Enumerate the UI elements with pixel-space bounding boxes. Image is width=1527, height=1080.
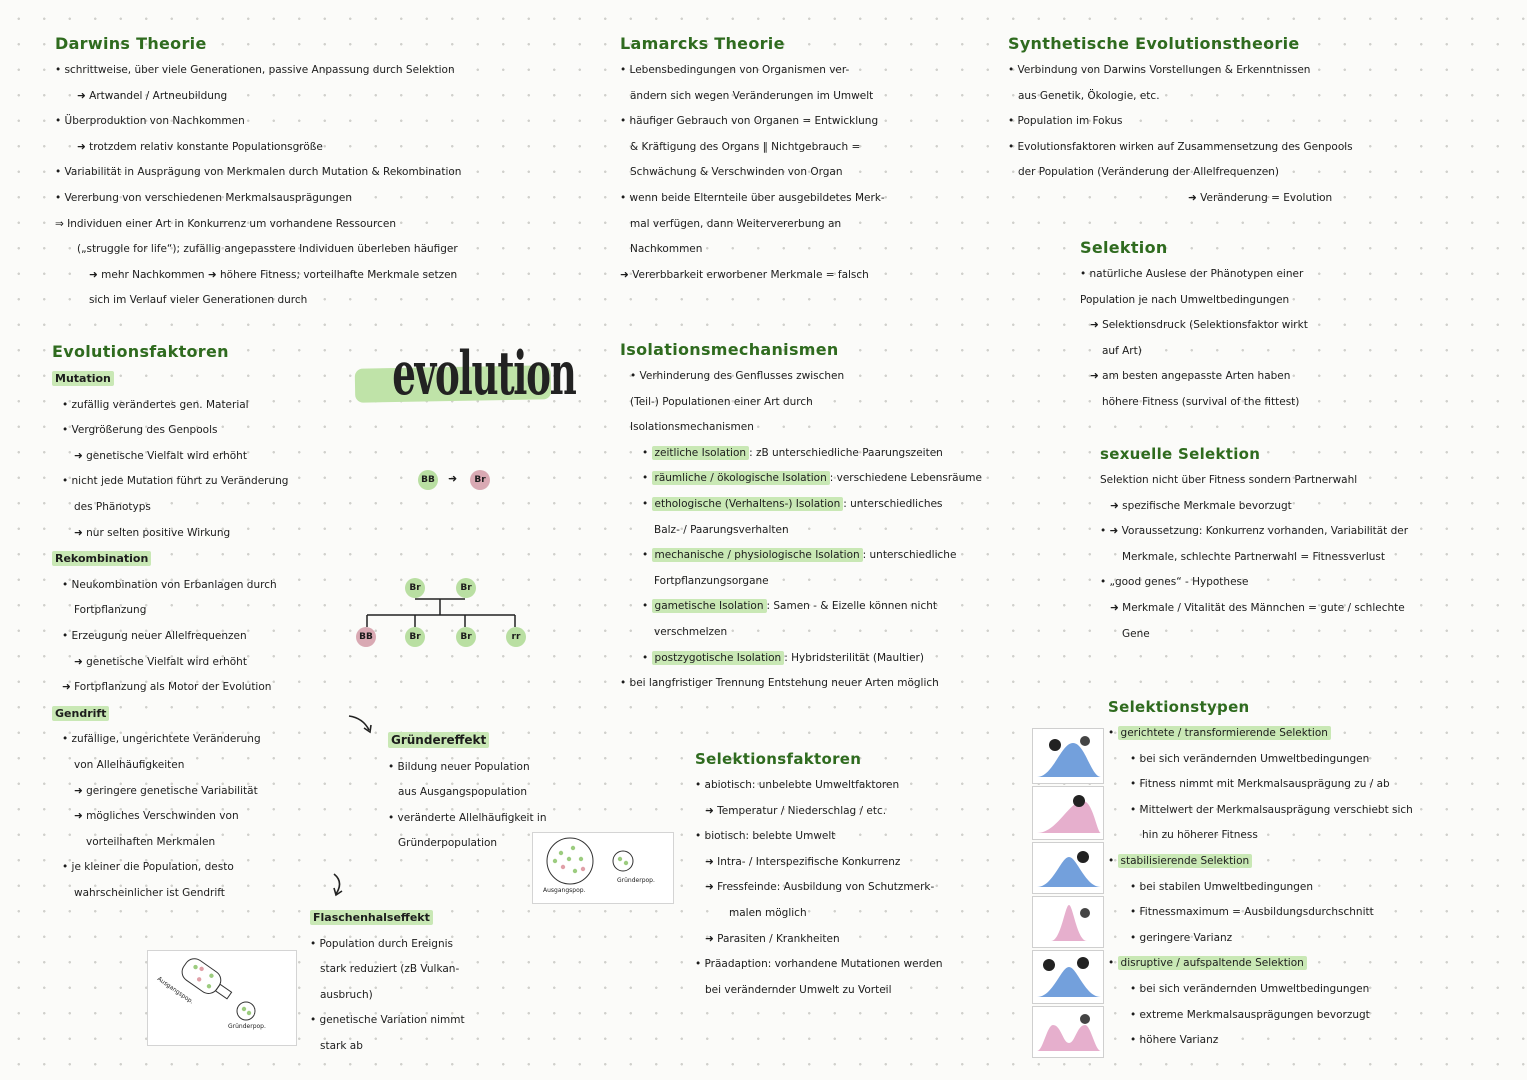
lamarck-line: & Kräftigung des Organs ‖ Nichtgebrauch = [630,140,861,153]
isolation-desc: : unterschiedliche [862,549,957,562]
gendrift-line: ➜ mögliches Verschwinden von [74,810,239,823]
isolation-intro-line: • Verhinderung des Genflusses zwischen [630,370,845,382]
isolation-item: • mechanische / physiologische Isolation : unterschiedliche [642,549,957,562]
gendrift-line: ➜ geringere genetische Variabilität [74,784,258,797]
flaschen-line: • genetische Variation nimmt [310,1014,465,1027]
synth-section [1008,34,1508,212]
curved-arrow-icon [345,712,385,738]
evolution-title-text: evolution [392,339,576,409]
synth-title: Synthetische Evolutionstheorie [1008,34,1300,53]
lamarck-title: Lamarcks Theorie [620,34,785,53]
isolation-title: Isolationsmechanismen [620,340,839,359]
synth-line: • Evolutionsfaktoren wirken auf Zusammensetzung des Genpools [1008,140,1353,153]
isolation-term: gametische Isolation [652,599,767,613]
isolation-desc: : unterschiedliches [843,497,943,510]
gendrift-line: • je kleiner die Population, desto [62,861,234,874]
rekomb-line: • Neukombination von Erbanlagen durch [62,578,277,591]
isolation-item: • gametische Isolation : Samen - & Eizelle können nicht [642,600,937,613]
lamarck-line: • häufiger Gebrauch von Organen = Entwicklung [620,115,879,128]
synth-line: ➜ Veränderung = Evolution [1188,191,1333,204]
darwin-line: ➜ Artwandel / Artneubildung [77,89,228,102]
flaschen-line: stark ab [320,1039,363,1052]
selection-graph-directional-after [1032,786,1104,840]
isolation-term: ethologische (Verhaltens-) Isolation [652,497,844,511]
mutation-line: • Vergrößerung des Genpools [62,424,218,437]
gruender-line: • Bildung neuer Population [388,760,530,773]
seltypen-section: Selektionstypen • gerichtete / transformierende Selektion • bei sich verändernden Umweltbedingungen • Fitness nimmt mit Merkmalsausprägung zu / ab • Mittelwert der Merkmalsausprägung verschiebt sich hin zu höherer Fitness • stabilisierende Selektion • bei stabilen Umweltbedingungen • Fitnessmaximum = Ausbildungsdurchschnitt • geringere Varianz • disruptive / aufspaltende Selektion • bei sich verändernden Umweltbedingungen • extreme Merkmalsausprägungen bevorzugt • höhere Varianz [1108,698,1508,1054]
directional-line: hin zu höherer Fitness [1142,829,1258,842]
selection-graph-disruptive-after [1032,1006,1104,1058]
sexuell-line: Selektion nicht über Fitness sondern Partnerwahl [1100,474,1358,486]
lamarck-line: Schwächung & Verschwinden von Organ [630,166,843,179]
disruptive-label: disruptive / aufspaltende Selektion [1118,956,1307,970]
stabilizing-label: stabilisierende Selektion [1118,854,1253,868]
isolation-term: räumliche / ökologische Isolation [652,471,830,485]
isolation-intro-line: (Teil-) Populationen einer Art durch [630,395,813,408]
sexuell-line: • „good genes“ - Hypothese [1100,576,1249,589]
allele-br-mutated: Br [470,470,490,490]
isolation-desc-more: Balz- / Paarungsverhalten [654,523,789,536]
selfaktoren-line: bei verändernder Umwelt zu Vorteil [705,983,892,996]
mutation-line: • zufällig verändertes gen. Material [62,398,249,411]
darwin-line: („struggle for life“); zufällig angepasstere Individuen überleben häufiger [77,243,458,256]
isolation-term: mechanische / physiologische Isolation [652,548,863,562]
darwin-line: • schrittweise, über viele Generationen, passive Anpassung durch Selektion [55,64,455,76]
gendrift-line: vorteilhaften Merkmalen [86,835,216,848]
selektion-line: ➜ am besten angepasste Arten haben [1090,370,1291,383]
arrow-icon: ➜ [448,472,458,485]
flaschen-illustration [147,950,297,1046]
selektion-line: Population je nach Umweltbedingungen [1080,293,1290,306]
selektion-section [1080,238,1510,416]
stabilizing-line: • bei stabilen Umweltbedingungen [1130,880,1313,893]
darwin-line: sich im Verlauf vieler Generationen durch [89,294,308,307]
isolation-section [620,340,1080,697]
sexuell-line: ➜ spezifische Merkmale bevorzugt [1110,499,1292,512]
isolation-term: postzygotische Isolation [652,651,785,665]
lamarck-line: • Lebensbedingungen von Organismen ver- [620,64,850,76]
parent-allele: Br [456,578,476,598]
isolation-desc: : verschiedene Lebensräume [829,472,982,485]
allele-bb: BB [418,470,438,490]
rekomb-line: Fortpflanzung [74,604,147,617]
synth-line: • Population im Fokus [1008,115,1123,128]
mutation-line: ➜ genetische Vielfalt wird erhöht [74,449,247,462]
parent-allele: Br [405,578,425,598]
mutation-line: ➜ nur selten positive Wirkung [74,526,231,539]
gruender-title: Gründereffekt [388,732,489,748]
curved-arrow-icon [328,870,352,900]
selfaktoren-title: Selektionsfaktoren [695,750,862,768]
selfaktoren-line: ➜ Temperatur / Niederschlag / etc. [705,804,887,817]
selfaktoren-line: ➜ Intra- / Interspezifische Konkurrenz [705,855,901,868]
isolation-term: zeitliche Isolation [652,446,750,460]
selfaktoren-line: ➜ Parasiten / Krankheiten [705,932,840,945]
darwin-line: ⇒ Individuen einer Art in Konkurrenz um vorhandene Ressourcen [55,217,397,230]
flaschen-line: stark reduziert (zB Vulkan- [320,963,460,976]
selektion-line: höhere Fitness (survival of the fittest) [1102,395,1300,408]
lamarck-line: • wenn beide Elternteile über ausgebildetes Merk- [620,191,885,204]
stabilizing-line: • Fitnessmaximum = Ausbildungsdurchschnitt [1130,906,1374,919]
synth-line: aus Genetik, Ökologie, etc. [1018,89,1160,102]
darwin-title: Darwins Theorie [55,34,207,53]
isolation-desc-more: Fortpflanzungsorgane [654,574,769,587]
lamarck-line: ➜ Vererbbarkeit erworbener Merkmale = falsch [620,268,869,281]
disruptive-line: • bei sich verändernden Umweltbedingungen [1130,982,1370,995]
lamarck-section [620,34,990,288]
gendrift-label: Gendrift [52,706,109,721]
rekomb-line: • Erzeugung neuer Allelfrequenzen [62,629,247,642]
child-allele: BB [356,627,376,647]
directional-line: • Mittelwert der Merkmalsausprägung verschiebt sich [1130,803,1413,816]
ausgangspop-label: Ausgangspop. [155,975,195,1006]
sexuell-line: • ➜ Voraussetzung: Konkurrenz vorhanden, Variabilität der [1100,525,1409,538]
lamarck-line: ändern sich wegen Veränderungen im Umwelt [630,89,874,102]
selektion-line: • natürliche Auslese der Phänotypen einer [1080,268,1304,280]
lamarck-line: Nachkommen [630,243,703,256]
mutation-line: • nicht jede Mutation führt zu Veränderung [62,475,289,488]
isolation-desc-more: verschmelzen [654,625,728,638]
directional-line: • bei sich verändernden Umweltbedingungen [1130,752,1370,765]
isolation-item: • postzygotische Isolation : Hybridsterilität (Maultier) [642,651,924,664]
darwin-line: • Vererbung von verschiedenen Merkmalsausprägungen [55,191,353,204]
stabilizing-line: • geringere Varianz [1130,931,1233,944]
disruptive-line: • höhere Varianz [1130,1034,1219,1047]
bottle-icon [148,951,296,1045]
lamarck-line: mal verfügen, dann Weitervererbung an [630,217,842,230]
gruender-line: aus Ausgangspopulation [398,786,527,799]
sexuell-line: ➜ Merkmale / Vitalität des Männchen = gute / schlechte [1110,601,1405,614]
sexuell-title: sexuelle Selektion [1100,445,1261,463]
rekomb-line: ➜ Fortpflanzung als Motor der Evolution [62,681,272,694]
selfaktoren-line: • biotisch: belebte Umwelt [695,830,836,843]
darwin-line: ➜ mehr Nachkommen ➜ höhere Fitness; vorteilhafte Merkmale setzen [89,268,458,281]
isolation-item: • räumliche / ökologische Isolation : verschiedene Lebensräume [642,472,982,485]
selfaktoren-section [695,750,1025,1003]
synth-line: der Population (Veränderung der Allelfrequenzen) [1018,166,1279,179]
mutation-label: Mutation [52,371,114,386]
selfaktoren-line: • abiotisch: unbelebte Umweltfaktoren [695,779,900,791]
isolation-item: • zeitliche Isolation : zB unterschiedliche Paarungszeiten [642,446,943,459]
rekomb-line: ➜ genetische Vielfalt wird erhöht [74,655,247,668]
sexuell-section [1100,445,1510,647]
flaschen-section [310,905,540,1060]
selection-graph-disruptive-before [1032,950,1104,1004]
sexuell-line: Merkmale, schlechte Partnerwahl = Fitnessverlust [1122,550,1385,563]
isolation-intro-line: Isolationsmechanismen [630,421,754,434]
gendrift-line: wahrscheinlicher ist Gendrift [74,886,225,899]
evofaktoren-section [52,342,382,906]
flaschen-title: Flaschenhalseffekt [310,910,433,925]
selfaktoren-line: malen möglich [729,906,807,919]
disruptive-line: • extreme Merkmalsausprägungen bevorzugt [1130,1008,1370,1021]
gruenderpop-label: Gründerpop. [617,877,655,884]
gendrift-line: • zufällige, ungerichtete Veränderung [62,733,261,746]
flaschen-line: ausbruch) [320,988,373,1001]
evolution-title [355,339,576,423]
selection-graph-stabilizing-before [1032,842,1104,894]
gruenderpop-label: Gründerpop. [228,1023,266,1030]
selection-graph-directional-before [1032,728,1104,784]
selection-graph-stabilizing-after [1032,896,1104,948]
darwin-line: • Variabilität in Ausprägung von Merkmalen durch Mutation & Rekombination [55,166,462,179]
directional-label: gerichtete / transformierende Selektion [1118,726,1331,740]
darwin-section [55,34,600,314]
selfaktoren-line: ➜ Fressfeinde: Ausbildung von Schutzmerk- [705,881,935,894]
isolation-outro: • bei langfristiger Trennung Entstehung neuer Arten möglich [620,677,939,690]
child-allele: rr [506,627,526,647]
selfaktoren-line: • Präadaption: vorhandene Mutationen werden [695,958,943,971]
gruender-line: • veränderte Allelhäufigkeit in [388,811,547,824]
selektion-line: auf Art) [1102,344,1142,357]
evofaktoren-title: Evolutionsfaktoren [52,342,229,361]
gruender-illustration [532,832,674,904]
gendrift-line: von Allelhäufigkeiten [74,758,185,771]
directional-line: • Fitness nimmt mit Merkmalsausprägung zu / ab [1130,778,1390,791]
synth-line: • Verbindung von Darwins Vorstellungen & Erkenntnissen [1008,64,1311,76]
selektion-title: Selektion [1080,238,1168,257]
selektion-line: ➜ Selektionsdruck (Selektionsfaktor wirkt [1090,319,1308,332]
mutation-line: des Phänotyps [74,500,151,513]
seltypen-title: Selektionstypen [1108,698,1250,716]
isolation-item: • ethologische (Verhaltens-) Isolation : unterschiedliches [642,497,943,510]
child-allele: Br [405,627,425,647]
sexuell-line: Gene [1122,627,1150,640]
flaschen-line: • Population durch Ereignis [310,937,454,950]
isolation-desc: : zB unterschiedliche Paarungszeiten [749,446,943,459]
darwin-line: ➜ trotzdem relativ konstante Populationsgröße [77,140,323,153]
child-allele: Br [456,627,476,647]
isolation-desc: : Hybridsterilität (Maultier) [784,651,924,664]
isolation-desc: : Samen - & Eizelle können nicht [766,600,937,613]
rekombination-label: Rekombination [52,551,151,566]
gruender-line: Gründerpopulation [398,837,498,850]
ausgangspop-label: Ausgangspop. [543,887,586,894]
darwin-line: • Überproduktion von Nachkommen [55,115,245,128]
